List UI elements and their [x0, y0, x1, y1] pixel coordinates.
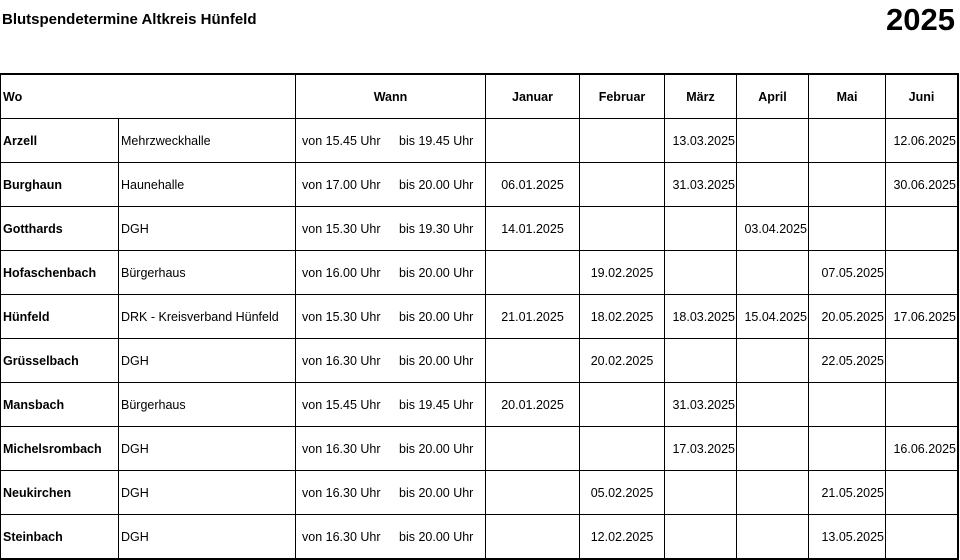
column-header-april: April: [737, 75, 809, 119]
date-cell: [737, 119, 809, 163]
table-body: [1, 119, 958, 559]
row-venue: Bürgerhaus: [119, 383, 296, 427]
table-row: [1, 383, 958, 427]
page-title: Blutspendetermine Altkreis Hünfeld: [2, 11, 257, 28]
date-cell: 20.01.2025: [486, 383, 580, 427]
date-cell: [737, 427, 809, 471]
row-time: [296, 383, 486, 427]
time-from: von 15.45 Uhr: [302, 397, 381, 412]
date-cell: [580, 163, 665, 207]
date-cell: 30.06.2025: [886, 163, 958, 207]
year-label: 2025: [886, 2, 955, 37]
date-cell: [809, 119, 886, 163]
date-cell: [886, 515, 958, 559]
date-cell: [665, 339, 737, 383]
time-to: bis 20.00 Uhr: [399, 529, 474, 544]
row-town: Michelsrombach: [1, 427, 119, 471]
date-cell: 12.06.2025: [886, 119, 958, 163]
date-cell: [580, 383, 665, 427]
time-from: von 16.00 Uhr: [302, 265, 381, 280]
date-cell: [665, 207, 737, 251]
date-cell: 13.03.2025: [665, 119, 737, 163]
schedule-table: [0, 74, 958, 559]
time-from: von 15.30 Uhr: [302, 221, 381, 236]
date-cell: [486, 515, 580, 559]
date-cell: 20.02.2025: [580, 339, 665, 383]
time-from: von 15.30 Uhr: [302, 309, 381, 324]
row-time: [296, 515, 486, 559]
row-time: [296, 251, 486, 295]
date-cell: [886, 251, 958, 295]
column-header-januar: Januar: [486, 75, 580, 119]
row-time: [296, 295, 486, 339]
date-cell: [809, 427, 886, 471]
table-row: [1, 207, 958, 251]
row-time: [296, 427, 486, 471]
date-cell: [665, 471, 737, 515]
date-cell: [809, 207, 886, 251]
date-cell: [886, 471, 958, 515]
date-cell: [737, 515, 809, 559]
date-cell: 20.05.2025: [809, 295, 886, 339]
time-to: bis 20.00 Uhr: [399, 309, 474, 324]
table-row: [1, 471, 958, 515]
row-time: [296, 163, 486, 207]
time-to: bis 20.00 Uhr: [399, 441, 474, 456]
row-venue: DGH: [119, 339, 296, 383]
time-from: von 16.30 Uhr: [302, 441, 381, 456]
column-header-mai: Mai: [809, 75, 886, 119]
date-cell: 06.01.2025: [486, 163, 580, 207]
date-cell: [737, 251, 809, 295]
row-time: [296, 119, 486, 163]
table-row: [1, 515, 958, 559]
date-cell: [486, 119, 580, 163]
row-town: Arzell: [1, 119, 119, 163]
date-cell: 16.06.2025: [886, 427, 958, 471]
time-from: von 16.30 Uhr: [302, 485, 381, 500]
row-venue: DGH: [119, 427, 296, 471]
table-row: [1, 251, 958, 295]
date-cell: 22.05.2025: [809, 339, 886, 383]
row-town: Mansbach: [1, 383, 119, 427]
row-town: Hünfeld: [1, 295, 119, 339]
column-header-februar: Februar: [580, 75, 665, 119]
time-to: bis 19.45 Uhr: [399, 397, 474, 412]
date-cell: [580, 119, 665, 163]
date-cell: 17.03.2025: [665, 427, 737, 471]
time-from: von 16.30 Uhr: [302, 529, 381, 544]
date-cell: 07.05.2025: [809, 251, 886, 295]
date-cell: 21.05.2025: [809, 471, 886, 515]
row-town: Neukirchen: [1, 471, 119, 515]
column-header-wo: Wo: [1, 75, 296, 119]
date-cell: [809, 383, 886, 427]
date-cell: 15.04.2025: [737, 295, 809, 339]
date-cell: 12.02.2025: [580, 515, 665, 559]
time-from: von 16.30 Uhr: [302, 353, 381, 368]
date-cell: [886, 207, 958, 251]
row-venue: Mehrzweckhalle: [119, 119, 296, 163]
date-cell: 31.03.2025: [665, 383, 737, 427]
date-cell: 03.04.2025: [737, 207, 809, 251]
date-cell: [486, 427, 580, 471]
date-cell: [486, 471, 580, 515]
date-cell: [886, 383, 958, 427]
time-to: bis 20.00 Uhr: [399, 265, 474, 280]
row-venue: Bürgerhaus: [119, 251, 296, 295]
date-cell: [486, 251, 580, 295]
date-cell: [737, 339, 809, 383]
table-row: [1, 163, 958, 207]
time-from: von 17.00 Uhr: [302, 177, 381, 192]
column-header-juni: Juni: [886, 75, 958, 119]
time-to: bis 19.30 Uhr: [399, 221, 474, 236]
row-venue: DRK - Kreisverband Hünfeld: [119, 295, 296, 339]
date-cell: 17.06.2025: [886, 295, 958, 339]
row-venue: Haunehalle: [119, 163, 296, 207]
row-town: Hofaschenbach: [1, 251, 119, 295]
row-town: Grüsselbach: [1, 339, 119, 383]
table-row: [1, 295, 958, 339]
date-cell: [486, 339, 580, 383]
date-cell: 13.05.2025: [809, 515, 886, 559]
header-row: [1, 75, 958, 119]
time-to: bis 20.00 Uhr: [399, 485, 474, 500]
row-time: [296, 207, 486, 251]
date-cell: 05.02.2025: [580, 471, 665, 515]
date-cell: [580, 207, 665, 251]
date-cell: [737, 471, 809, 515]
column-header-maerz: März: [665, 75, 737, 119]
date-cell: [886, 339, 958, 383]
row-venue: DGH: [119, 471, 296, 515]
row-time: [296, 339, 486, 383]
date-cell: 21.01.2025: [486, 295, 580, 339]
date-cell: 31.03.2025: [665, 163, 737, 207]
table-row: [1, 119, 958, 163]
row-town: Steinbach: [1, 515, 119, 559]
table-row: [1, 427, 958, 471]
time-from: von 15.45 Uhr: [302, 133, 381, 148]
date-cell: [580, 427, 665, 471]
date-cell: [665, 251, 737, 295]
date-cell: [737, 383, 809, 427]
time-to: bis 20.00 Uhr: [399, 353, 474, 368]
date-cell: 18.03.2025: [665, 295, 737, 339]
date-cell: 18.02.2025: [580, 295, 665, 339]
time-to: bis 19.45 Uhr: [399, 133, 474, 148]
date-cell: [665, 515, 737, 559]
date-cell: 19.02.2025: [580, 251, 665, 295]
table-row: [1, 339, 958, 383]
row-town: Gotthards: [1, 207, 119, 251]
date-cell: [809, 163, 886, 207]
column-header-wann: Wann: [296, 75, 486, 119]
row-time: [296, 471, 486, 515]
date-cell: 14.01.2025: [486, 207, 580, 251]
row-town: Burghaun: [1, 163, 119, 207]
row-venue: DGH: [119, 515, 296, 559]
date-cell: [737, 163, 809, 207]
row-venue: DGH: [119, 207, 296, 251]
time-to: bis 20.00 Uhr: [399, 177, 474, 192]
